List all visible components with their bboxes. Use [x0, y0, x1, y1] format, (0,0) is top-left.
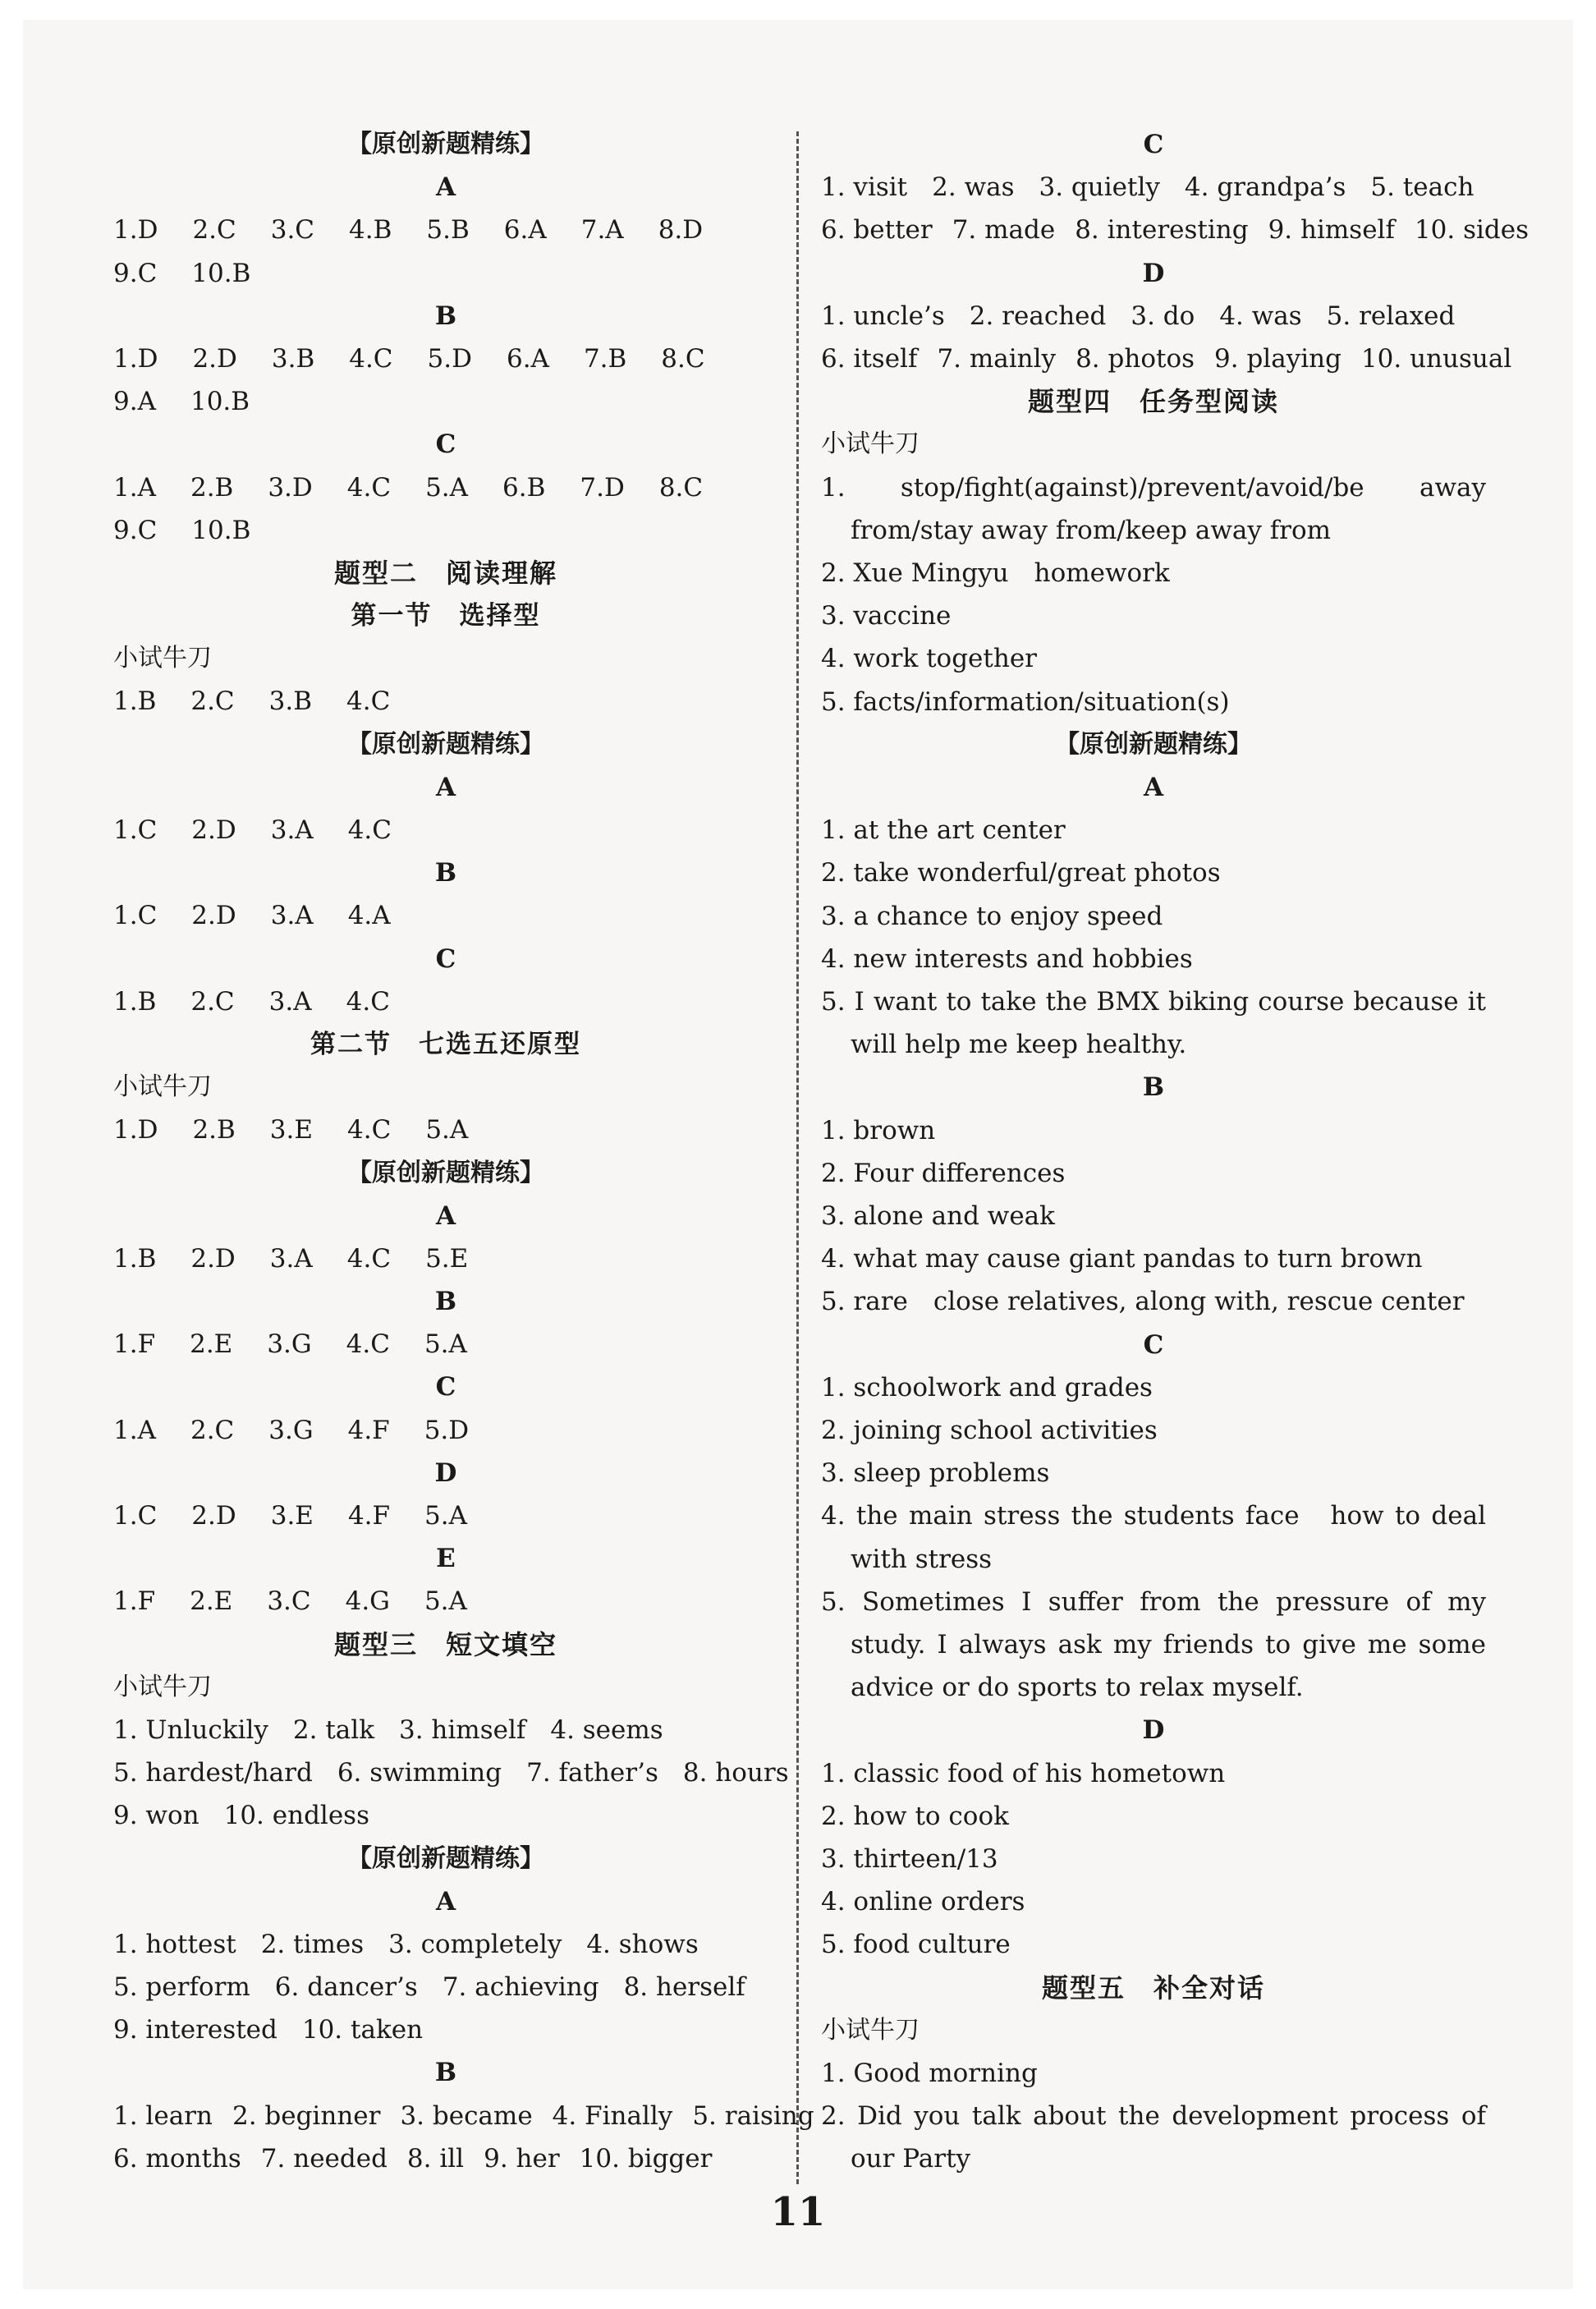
answer: 7.B: [583, 343, 627, 374]
part-letter: C: [1143, 1329, 1164, 1360]
answer: 9.C: [113, 258, 158, 288]
answer: 2.C: [192, 215, 236, 246]
answer: 10.B: [191, 258, 251, 288]
answer: 4.C: [346, 686, 391, 717]
part-letter: B: [434, 301, 457, 331]
answer: 10. unusual: [1360, 343, 1512, 374]
answer-row: [113, 380, 778, 423]
answer-item: 2. joining school activities: [821, 1415, 1158, 1445]
answer: 3.E: [270, 1501, 314, 1531]
answer: 5. teach: [1370, 172, 1474, 203]
page-number: 11: [770, 2189, 826, 2235]
answer: 2.E: [190, 1329, 233, 1360]
answer: 1. visit: [821, 172, 908, 203]
answer-row: [821, 337, 1512, 380]
answer: 4. shows: [586, 1929, 699, 1959]
answer: 5.E: [425, 1243, 469, 1274]
answer: 6. dancer’s: [274, 1972, 418, 2003]
answer-row: [113, 1494, 778, 1537]
answer: 8. herself: [623, 1972, 745, 2003]
answer: 1.D: [113, 1115, 158, 1145]
answer: 3.D: [268, 472, 313, 503]
answer: 9.C: [113, 515, 158, 545]
part-letter: A: [435, 1200, 456, 1231]
answer: 5. perform: [113, 1972, 250, 2003]
answer: 2.C: [190, 686, 235, 717]
answer: 3. quietly: [1039, 172, 1160, 203]
answer: 1. hottest: [113, 1929, 236, 1959]
subsection-title: 第二节 七选五还原型: [310, 1029, 581, 1059]
answer: 3.E: [269, 1115, 314, 1145]
answer: 8.C: [658, 472, 704, 503]
answer: 3. himself: [398, 1715, 526, 1745]
answer: 1.D: [113, 215, 158, 246]
answer-row: [113, 337, 778, 380]
answer: 4. Finally: [552, 2100, 673, 2131]
answer-item: 3. alone and weak: [821, 1200, 1055, 1231]
answer: 8.D: [658, 215, 704, 246]
part-letter: D: [434, 1457, 457, 1488]
answer: 6.A: [503, 215, 547, 246]
answer-item: 2. Four differences: [821, 1158, 1066, 1188]
answer: 4.F: [347, 1501, 391, 1531]
answer-row: [113, 466, 778, 509]
column-divider: [796, 131, 799, 2184]
answer: 1.B: [113, 1243, 157, 1274]
answer: 2.B: [192, 1115, 236, 1145]
answer: 9. himself: [1268, 215, 1395, 246]
answer: 5.A: [425, 1115, 469, 1145]
answer: 10.B: [191, 515, 251, 545]
answer: 3.C: [267, 1586, 311, 1617]
answer-row: [113, 680, 778, 723]
section-title: 题型三 短文填空: [333, 1628, 557, 1660]
practice-label: 小试牛刀: [113, 1672, 212, 1701]
answer: 9. playing: [1214, 343, 1341, 374]
answer-item: 5. I want to take the BMX biking course because it will help me keep healthy.: [821, 986, 1486, 1060]
answer: 2. talk: [292, 1715, 374, 1745]
answer: 1.D: [113, 343, 158, 374]
answer: 1.C: [113, 901, 158, 931]
part-letter: E: [436, 1544, 456, 1574]
answer-item: 1. at the art center: [821, 815, 1066, 846]
answer: 3.A: [270, 901, 314, 931]
answer: 1. learn: [113, 2100, 213, 2131]
answer: 5.D: [424, 1415, 470, 1445]
answer: 2.D: [191, 815, 236, 845]
section-header: 【原创新题精练】: [1055, 729, 1252, 759]
answer-row: [113, 1709, 778, 1751]
answer: 10. bigger: [579, 2143, 713, 2174]
answer: 5. relaxed: [1326, 301, 1456, 331]
answer: 4.C: [346, 1243, 392, 1274]
part-letter: D: [1142, 258, 1165, 288]
answer: 3. became: [400, 2100, 533, 2131]
answer: 4. grandpa’s: [1184, 172, 1346, 203]
part-letter: B: [1142, 1072, 1165, 1103]
left-column: [113, 123, 814, 2180]
part-letter: A: [435, 172, 456, 203]
answer: 4. was: [1219, 301, 1302, 331]
answer-item: 3. sleep problems: [821, 1458, 1050, 1489]
answer: 8. ill: [406, 2143, 465, 2174]
answer-row: [113, 809, 778, 852]
answer: 5.A: [425, 472, 469, 503]
answer: 3.B: [268, 686, 313, 717]
answer: 6.A: [506, 343, 549, 374]
answer: 4. seems: [550, 1715, 663, 1745]
answer: 2. beginner: [232, 2100, 381, 2131]
answer: 3.A: [269, 1243, 313, 1274]
answer: 7. needed: [260, 2143, 388, 2174]
answer: 4.G: [345, 1586, 390, 1617]
answer-row: [113, 1751, 789, 1794]
answer-item: 1. schoolwork and grades: [821, 1372, 1153, 1402]
answer-item: 2. how to cook: [821, 1801, 1009, 1831]
answer-row: [821, 295, 1486, 337]
answer-item: 3. thirteen/13: [821, 1843, 998, 1874]
answer: 4.C: [347, 815, 392, 845]
answer: 2.D: [192, 343, 237, 374]
answer: 3.C: [270, 215, 315, 246]
answer-item: 1. stop/fight(against)/prevent/avoid/be away from/stay away from/keep away from: [821, 472, 1486, 545]
answer: 2.D: [190, 1243, 236, 1274]
answer: 3.B: [271, 343, 315, 374]
answer: 9. interested: [113, 2015, 277, 2045]
answer: 4.B: [349, 215, 392, 246]
answer: 5.A: [424, 1501, 468, 1531]
practice-label: 小试牛刀: [113, 644, 212, 673]
answer-item: 2. Xue Mingyu homework: [821, 558, 1170, 588]
answer: 2.D: [191, 901, 236, 931]
part-letter: B: [434, 858, 457, 888]
subsection-title: 第一节 选择型: [351, 601, 541, 631]
answer: 1. uncle’s: [821, 301, 945, 331]
answer: 6. itself: [821, 343, 918, 374]
answer: 4.A: [347, 901, 391, 931]
answer: 2. reached: [969, 301, 1107, 331]
part-letter: B: [434, 2058, 457, 2088]
section-title: 题型四 任务型阅读: [1027, 386, 1279, 418]
answer-row: [113, 1237, 778, 1280]
part-letter: B: [434, 1287, 457, 1317]
answer: 9. won: [113, 1801, 200, 1831]
part-letter: C: [435, 943, 456, 974]
answer: 7.D: [580, 472, 625, 503]
answer-item: 4. what may cause giant pandas to turn brown: [821, 1244, 1423, 1274]
answer: 9. her: [484, 2143, 560, 2174]
section-header: 【原创新题精练】: [347, 729, 544, 759]
answer: 4.F: [347, 1415, 390, 1445]
answer: 6.B: [502, 472, 546, 503]
answer: 4.C: [346, 472, 392, 503]
answer: 7.A: [580, 215, 624, 246]
answer: 4.C: [346, 1329, 390, 1360]
answer-row: [113, 1580, 778, 1623]
answer: 2.D: [191, 1501, 236, 1531]
answer: 8. interesting: [1075, 215, 1249, 246]
answer-item: 5. Sometimes I suffer from the pressure of my study. I always ask my friends to give me some advice or do sports to relax myself.: [821, 1586, 1486, 1703]
answer: 5. raising: [692, 2100, 814, 2131]
answer-item: 3. a chance to enjoy speed: [821, 901, 1163, 931]
answer: 1.C: [113, 1501, 158, 1531]
answer-row: [821, 209, 1530, 251]
answer: 5.B: [426, 215, 470, 246]
answer-item: 4. online orders: [821, 1887, 1025, 1917]
answer: 6. better: [821, 215, 933, 246]
answer: 4.C: [349, 343, 393, 374]
answer: 2.B: [190, 472, 234, 503]
answer: 3.G: [267, 1329, 312, 1360]
right-column: [821, 123, 1530, 2181]
answer: 1.B: [113, 986, 157, 1017]
answer: 8. hours: [682, 1758, 789, 1788]
answer: 9.A: [113, 387, 156, 417]
part-letter: D: [1142, 1715, 1165, 1746]
answer: 1.A: [113, 1415, 156, 1445]
section-title: 题型五 补全对话: [1041, 1972, 1265, 2004]
answer: 7. achieving: [442, 1972, 599, 2003]
answer-item: 3. vaccine: [821, 601, 952, 631]
answer-item: 5. rare close relatives, along with, rescue center: [821, 1287, 1465, 1317]
answer: 1.C: [113, 815, 158, 845]
answer-item: 4. new interests and hobbies: [821, 943, 1193, 974]
answer: 3. do: [1130, 301, 1195, 331]
answer-row: [113, 252, 778, 295]
answer: 6. months: [113, 2143, 241, 2174]
answer-row: [113, 1409, 778, 1452]
answer-row: [821, 166, 1486, 209]
answer: 2.C: [190, 986, 235, 1017]
answer: 3.A: [268, 986, 312, 1017]
answer: 4.C: [346, 986, 390, 1017]
answer: 5.A: [424, 1329, 467, 1360]
part-letter: C: [435, 429, 456, 460]
answer: 2.E: [190, 1586, 233, 1617]
part-letter: A: [1143, 772, 1164, 802]
answer: 5. hardest/hard: [113, 1758, 313, 1788]
answer: 2. was: [932, 172, 1015, 203]
answer-item: 5. facts/information/situation(s): [821, 686, 1230, 717]
part-letter: A: [435, 772, 456, 802]
answer-item: 4. the main stress the students face how to deal with stress: [821, 1501, 1486, 1574]
answer: 7. made: [952, 215, 1056, 246]
answer-row: [113, 1323, 778, 1366]
answer: 1.F: [113, 1329, 156, 1360]
answer-item: 1. classic food of his hometown: [821, 1758, 1226, 1788]
part-letter: A: [435, 1886, 456, 1917]
answer: 1.A: [113, 472, 156, 503]
answer: 3. completely: [388, 1929, 562, 1959]
answer-row: [113, 1923, 778, 1966]
answer: 1.F: [113, 1586, 156, 1617]
answer-row: [113, 2095, 814, 2137]
answer: 10. sides: [1414, 215, 1530, 246]
section-header: 【原创新题精练】: [347, 130, 544, 158]
answer: 5.A: [424, 1586, 467, 1617]
answer-row: [113, 894, 778, 937]
answer: 1.B: [113, 686, 157, 717]
answer-item: 1. brown: [821, 1115, 936, 1145]
section-title: 题型二 阅读理解: [333, 557, 557, 589]
answer: 10.B: [190, 387, 250, 417]
practice-label: 小试牛刀: [821, 2015, 920, 2045]
answer-row: [113, 980, 778, 1023]
answer-row: [113, 2137, 778, 2180]
answer: 10. taken: [301, 2015, 424, 2045]
answer-row: [113, 1966, 778, 2008]
part-letter: C: [435, 1372, 456, 1402]
answer: 3.A: [270, 815, 314, 845]
part-letter: C: [1143, 130, 1164, 159]
answer: 1. Unluckily: [113, 1715, 268, 1745]
answer-item: 2. take wonderful/great photos: [821, 858, 1221, 888]
practice-label: 小试牛刀: [821, 429, 920, 459]
answer: 10. endless: [223, 1801, 369, 1831]
answer-row: [113, 1794, 778, 1837]
answer: 6. swimming: [337, 1758, 502, 1788]
answer-row: [113, 1109, 778, 1151]
answer: 4.C: [347, 1115, 392, 1145]
answer: 2.C: [190, 1415, 235, 1445]
section-header: 【原创新题精练】: [347, 1843, 544, 1873]
answer: 8.C: [661, 343, 705, 374]
answer-row: [113, 2008, 778, 2051]
answer: 8. photos: [1075, 343, 1195, 374]
answer: 5.D: [427, 343, 472, 374]
answer: 3.G: [268, 1415, 314, 1445]
answer-item: 5. food culture: [821, 1930, 1011, 1960]
answer: 2. times: [260, 1929, 365, 1959]
answer-item: 1. Good morning: [821, 2058, 1038, 2088]
answer: 7. father’s: [526, 1758, 658, 1788]
section-header: 【原创新题精练】: [347, 1158, 544, 1187]
answer-row: [113, 509, 778, 552]
answer-item: 4. work together: [821, 644, 1037, 674]
answer-item: 2. Did you talk about the development process of our Party: [821, 2101, 1486, 2174]
answer: 7. mainly: [937, 343, 1057, 374]
practice-label: 小试牛刀: [113, 1072, 212, 1102]
answer-row: [113, 209, 778, 251]
